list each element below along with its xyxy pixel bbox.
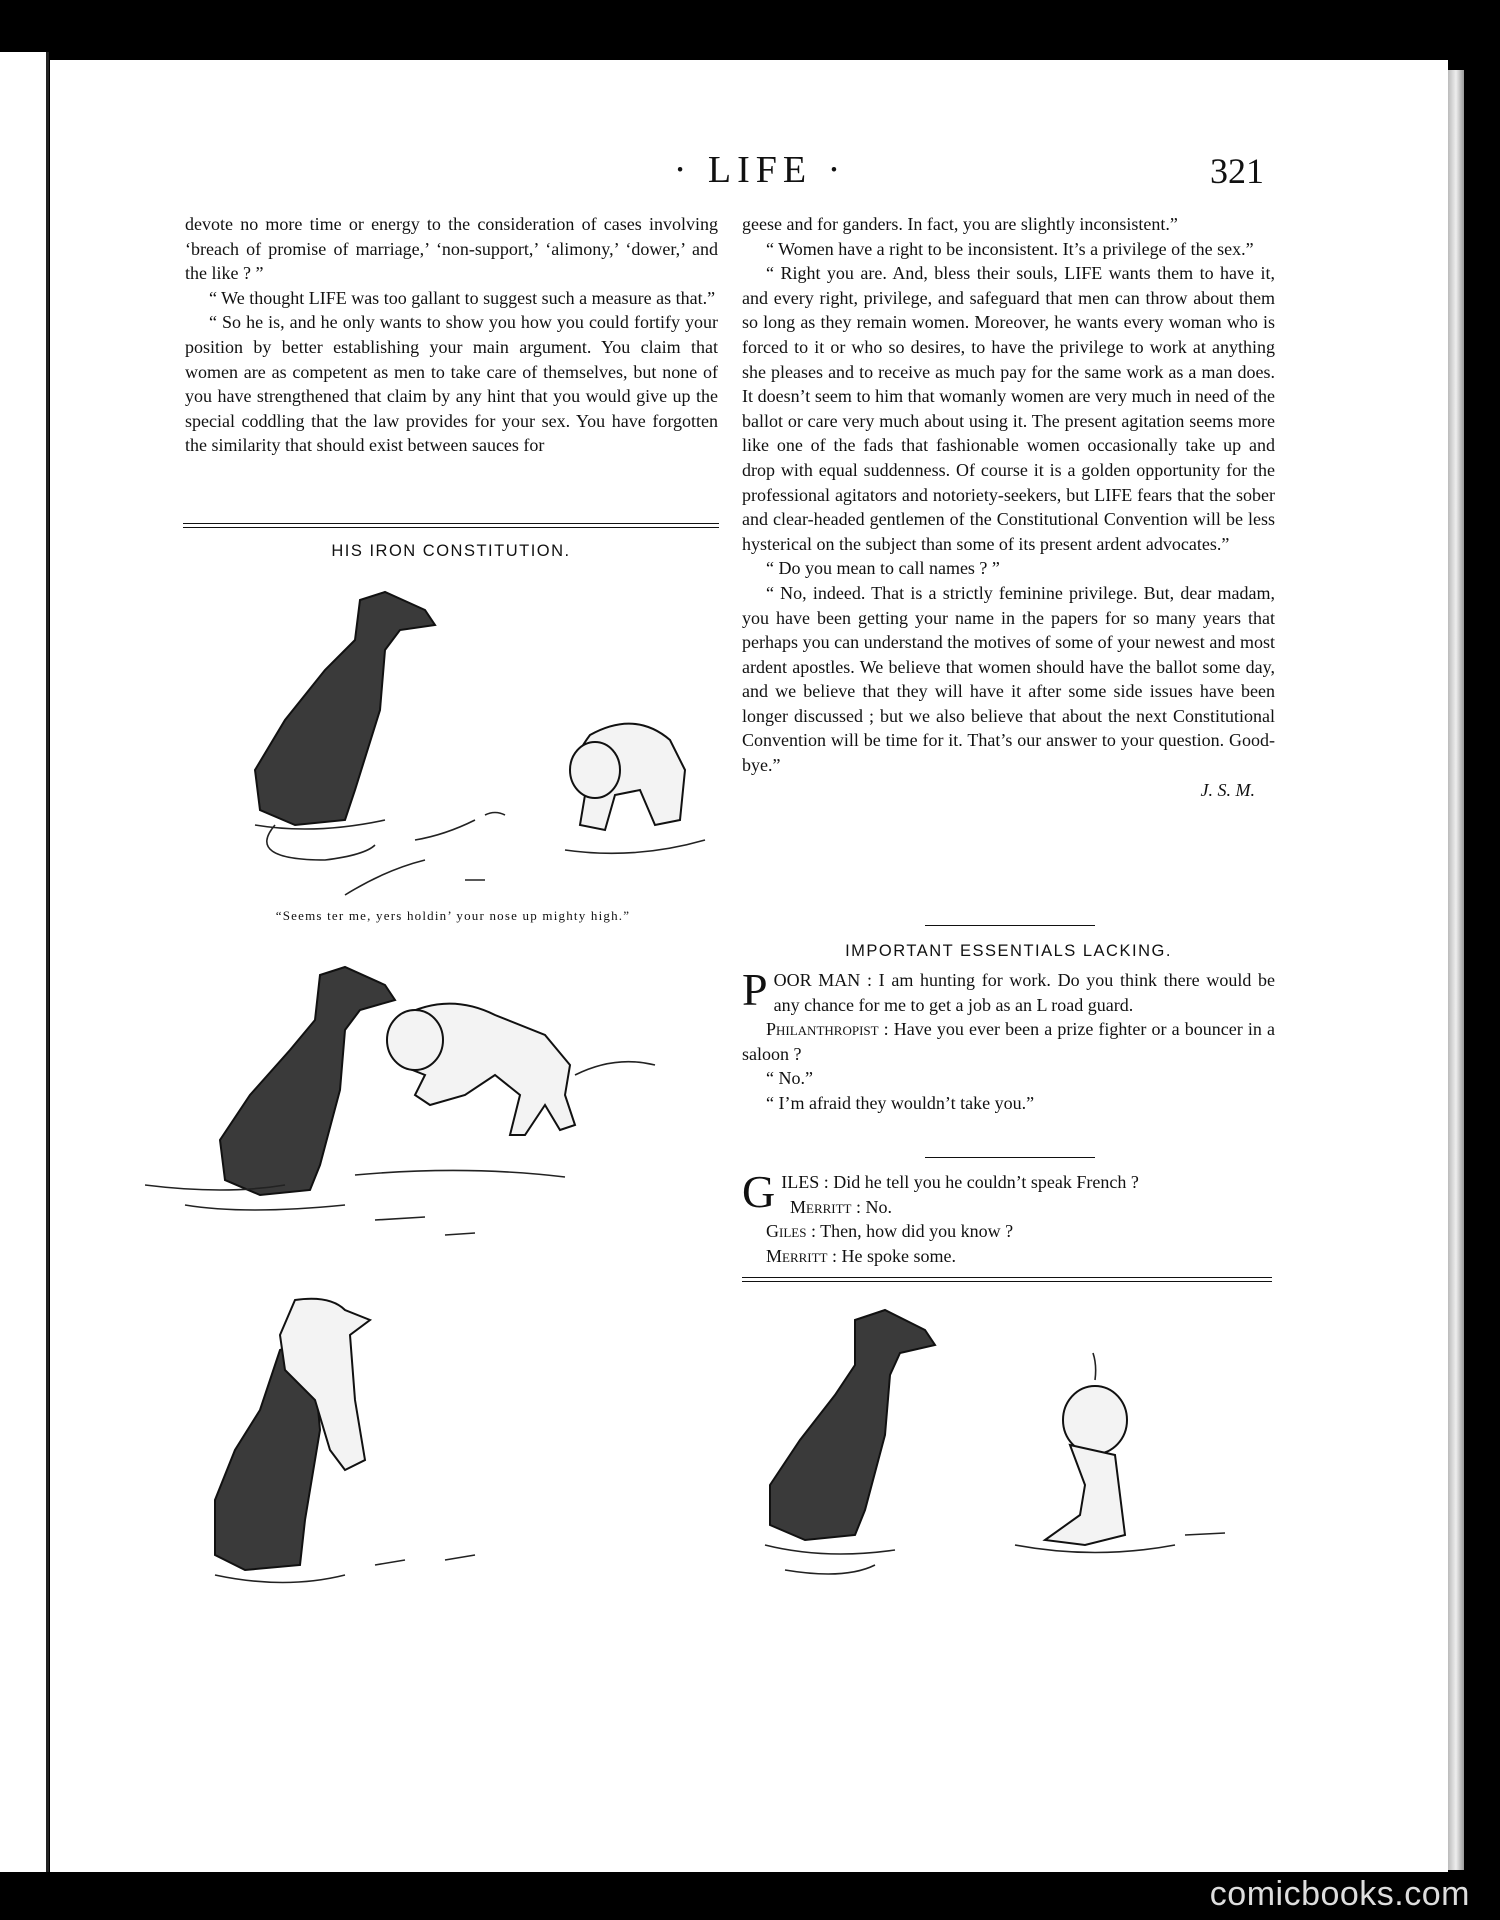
speaker: Merritt : <box>766 1245 837 1266</box>
cartoon-panel-2 <box>145 955 730 1265</box>
line-text: He spoke some. <box>837 1245 956 1266</box>
paragraph: devote no more time or energy to the consideration of cases involving ‘breach of promise of marriage,’ ‘non-support,’ ‘alimony,’ ‘dower,’ and the like ? ” <box>185 214 718 284</box>
paragraph: “ We thought LIFE was too gallant to suggest such a measure as that.” <box>209 287 716 308</box>
cartoon-title: HIS IRON CONSTITUTION. <box>331 542 571 560</box>
line-text: No. <box>861 1196 892 1217</box>
drop-cap: G <box>742 1166 776 1217</box>
dark-dog-illustration <box>765 1310 935 1574</box>
paragraph: “ Women have a right to be inconsistent. It’s a privilege of the sex.” <box>766 238 1254 259</box>
page-stack-edge <box>1448 70 1464 1870</box>
line-text: Then, how did you know ? <box>815 1221 1014 1242</box>
defeated-bulldog-illustration <box>1015 1353 1225 1553</box>
line-text: Did he tell you he couldn’t speak French ? <box>828 1172 1139 1192</box>
paragraph: “ So he is, and he only wants to show you how you could fortify your position by better establishing your main argument. You claim that women are as competent as men to take care of themselves, but none of you have strengthened that claim by any hint that you would give up the special coddling that the law provides for your sex. You have forgotten the similarity that should exist between sauces for <box>185 312 718 456</box>
speaker: Merritt : <box>790 1196 861 1217</box>
dialogue-line <box>742 1195 1275 1220</box>
dialogue-line <box>742 1219 1275 1244</box>
dark-dog-illustration <box>255 592 435 860</box>
leaping-bulldog-illustration <box>355 1004 655 1177</box>
watermark: comicbooks.com <box>1209 1875 1470 1913</box>
paragraph: “ Right you are. And, bless their souls, LIFE wants them to have it, and every right, privilege, and safeguard that men can throw about them so long as they remain women. Moreover, he wants every woman who is forced to it or who so desires, to have the privilege to work at anything she pleases and to receive as much pay for the same work as a man does. It doesn’t seem to him that womanly women are very much in need of the ballot or care very much about using it. The present agitation seems more like one of the fads that fashionable women occasionally take up and drop with equal suddenness. Of course it is a golden opportunity for the professional agitators and notoriety-seekers, but LIFE fears that the sober and clear-headed gentlemen of the Constitutional Convention will be less hysterical on the subject than some of its present ardent advocates.” <box>742 263 1275 554</box>
ground-sketch <box>345 813 505 896</box>
line-text: I am hunting for work. Do you think there would be any chance for me to get a job as an L road guard. <box>773 970 1275 1015</box>
cartoon-panel-4 <box>725 1295 1255 1605</box>
section-rule <box>742 1277 1272 1282</box>
line-text: Have you ever been a prize fighter or a bouncer in a saloon ? <box>742 1019 1275 1064</box>
dogs-tangled-illustration <box>215 1299 475 1583</box>
paragraph: “ No, indeed. That is a strictly feminine privilege. But, dear madam, you have been getting your name in the papers for so many years that perhaps you can understand the motives of some of your newest and most ardent apostles. We believe that women should have the ballot some day, and we believe that they will have it after some side issues have been longer discussed ; but we also believe that about the next Constitutional Convention will be time for it. That’s our answer to your question. Good-bye.” <box>742 582 1275 776</box>
cartoon-panel-1 <box>185 570 730 900</box>
short-rule <box>925 1157 1095 1158</box>
cartoon-panel-3 <box>145 1290 590 1620</box>
cartoon-caption: “Seems ter me, yers holdin’ your nose up mighty high.” <box>275 908 631 923</box>
dialogue-line <box>742 964 1275 1017</box>
dialogue-line <box>742 1244 1275 1269</box>
dark-dog-illustration <box>145 967 395 1210</box>
right-article <box>742 212 1275 802</box>
left-article <box>185 212 718 458</box>
page-number: 321 <box>1210 151 1264 191</box>
section-rule <box>183 523 719 528</box>
facing-page-edge <box>0 52 49 1872</box>
speaker: OOR MAN : <box>773 970 872 990</box>
bulldog-illustration <box>565 724 705 854</box>
drop-cap: P <box>742 964 768 1015</box>
speaker: Philanthropist : <box>766 1019 889 1040</box>
speaker: Giles : <box>766 1221 816 1242</box>
essentials-title: IMPORTANT ESSENTIALS LACKING. <box>845 942 1172 960</box>
speaker: ILES : <box>781 1172 829 1192</box>
giles-dialogue <box>742 1166 1275 1268</box>
short-rule <box>925 925 1095 926</box>
dialogue-line: “ No.” <box>766 1068 813 1089</box>
dialogue-line: “ I’m afraid they wouldn’t take you.” <box>766 1092 1035 1113</box>
ground-sketch <box>375 1217 475 1235</box>
essentials-dialogue <box>742 964 1275 1116</box>
signature: J. S. M. <box>1200 779 1255 800</box>
masthead: · LIFE · <box>673 149 847 191</box>
paragraph: geese and for ganders. In fact, you are slightly inconsistent.” <box>742 214 1178 234</box>
paragraph: “ Do you mean to call names ? ” <box>766 558 1000 579</box>
dialogue-line <box>742 1017 1275 1066</box>
